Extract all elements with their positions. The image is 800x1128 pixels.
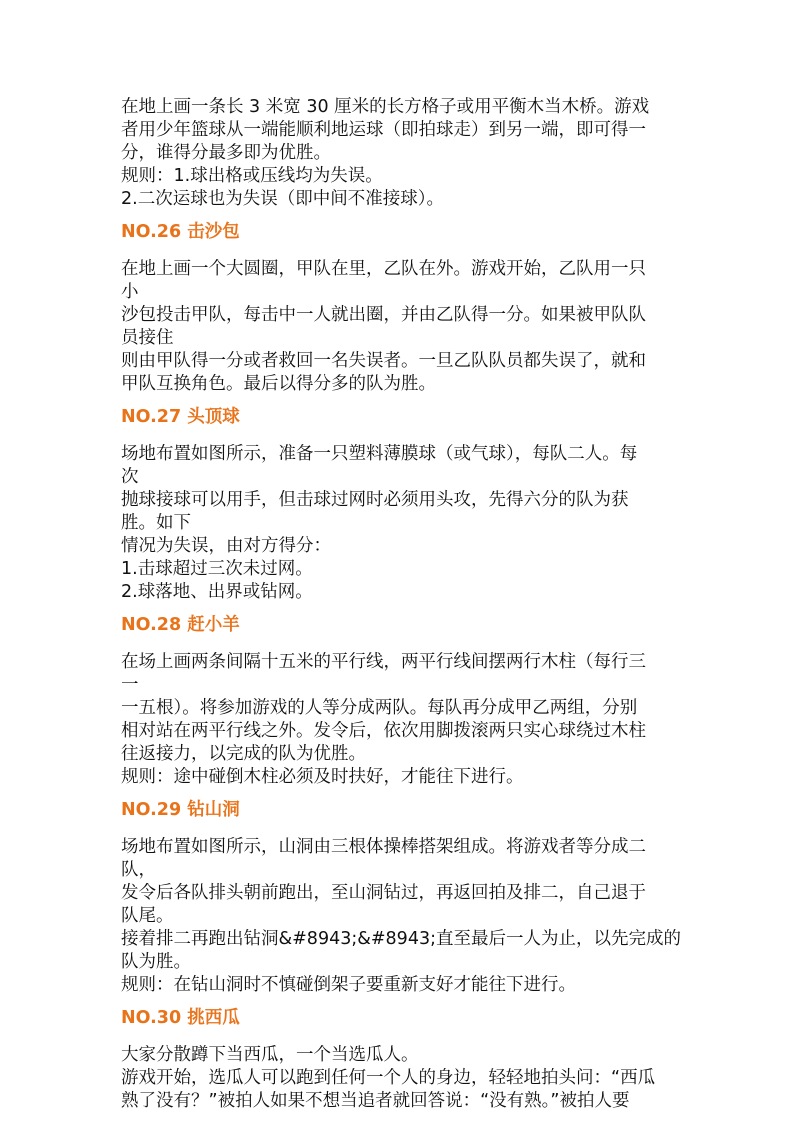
text-line: 熟了没有？”被拍人如果不想当追者就回答说：“没有熟。”被拍人要 <box>121 1091 630 1111</box>
text-line: 者用少年篮球从一端能顺利地运球（即拍球走）到另一端，即可得一 <box>121 120 646 140</box>
text-line: 规则：1.球出格或压线均为失误。 <box>121 166 383 186</box>
text-line: 在场上画两条间隔十五米的平行线，两平行线间摆两行木柱（每行三 <box>121 652 646 672</box>
text-line: 游戏开始，选瓜人可以跑到任何一个人的身边，轻轻地拍头问：“西瓜 <box>121 1068 656 1088</box>
section-26 <box>121 221 681 396</box>
text-line: 情况为失误，由对方得分： <box>121 536 331 556</box>
text-line: 一 <box>121 675 139 695</box>
text-line: 在地上画一个大圆圈，甲队在里，乙队在外。游戏开始，乙队用一只 <box>121 259 646 279</box>
text-line: 接着排二再跑出钻洞&#8943;&#8943;直至最后一人为止，以先完成的 <box>121 929 681 949</box>
section-heading: NO.26 击沙包 <box>121 222 240 242</box>
text-line: 往返接力，以完成的队为优胜。 <box>121 744 366 764</box>
text-line: 大家分散蹲下当西瓜，一个当选瓜人。 <box>121 1045 419 1065</box>
text-line: 1.击球超过三次未过网。 <box>121 559 313 579</box>
text-line: 2.二次运球也为失误（即中间不准接球）。 <box>121 189 444 209</box>
text-line: 规则：途中碰倒木柱必须及时扶好，才能往下进行。 <box>121 767 524 787</box>
text-line: 发令后各队排头朝前跑出，至山洞钻过，再返回拍及排二，自己退于 <box>121 883 646 903</box>
section-30 <box>121 1007 681 1113</box>
section-heading: NO.30 挑西瓜 <box>121 1008 240 1028</box>
text-line: 2.球落地、出界或钻网。 <box>121 582 313 602</box>
intro-paragraph <box>121 96 681 211</box>
text-line: 次 <box>121 467 139 487</box>
text-line: 场地布置如图所示，山洞由三根体操棒搭架组成。将游戏者等分成二 <box>121 837 646 857</box>
text-line: 场地布置如图所示，准备一只塑料薄膜球（或气球），每队二人。每 <box>121 444 638 464</box>
section-29 <box>121 799 681 997</box>
text-line: 员接住 <box>121 328 174 348</box>
text-line: 则由甲队得一分或者救回一名失误者。一旦乙队队员都失误了，就和 <box>121 351 646 371</box>
text-line: 在地上画一条长 3 米宽 30 厘米的长方格子或用平衡木当木桥。游戏 <box>121 97 650 117</box>
text-line: 队为胜。 <box>121 952 191 972</box>
text-line: 一五根）。将参加游戏的人等分成两队。每队再分成甲乙两组，分别 <box>121 698 638 718</box>
text-line: 甲队互换角色。最后以得分多的队为胜。 <box>121 374 436 394</box>
section-heading: NO.29 钻山洞 <box>121 800 240 820</box>
text-line: 队尾。 <box>121 906 174 926</box>
section-28 <box>121 614 681 789</box>
text-line: 相对站在两平行线之外。发令后，依次用脚拨滚两只实心球绕过木柱 <box>121 721 646 741</box>
text-line: 小 <box>121 282 139 302</box>
text-line: 抛球接球可以用手，但击球过网时必须用头攻，先得六分的队为获 <box>121 490 629 510</box>
section-27 <box>121 406 681 604</box>
text-line: 分，谁得分最多即为优胜。 <box>121 143 331 163</box>
text-line: 胜。如下 <box>121 513 191 533</box>
section-heading: NO.28 赶小羊 <box>121 615 240 635</box>
document-page <box>121 96 681 1113</box>
text-line: 规则：在钻山洞时不慎碰倒架子要重新支好才能往下进行。 <box>121 975 576 995</box>
text-line: 沙包投击甲队，每击中一人就出圈，并由乙队得一分。如果被甲队队 <box>121 305 646 325</box>
text-line: 队， <box>121 860 156 880</box>
section-heading: NO.27 头顶球 <box>121 407 240 427</box>
